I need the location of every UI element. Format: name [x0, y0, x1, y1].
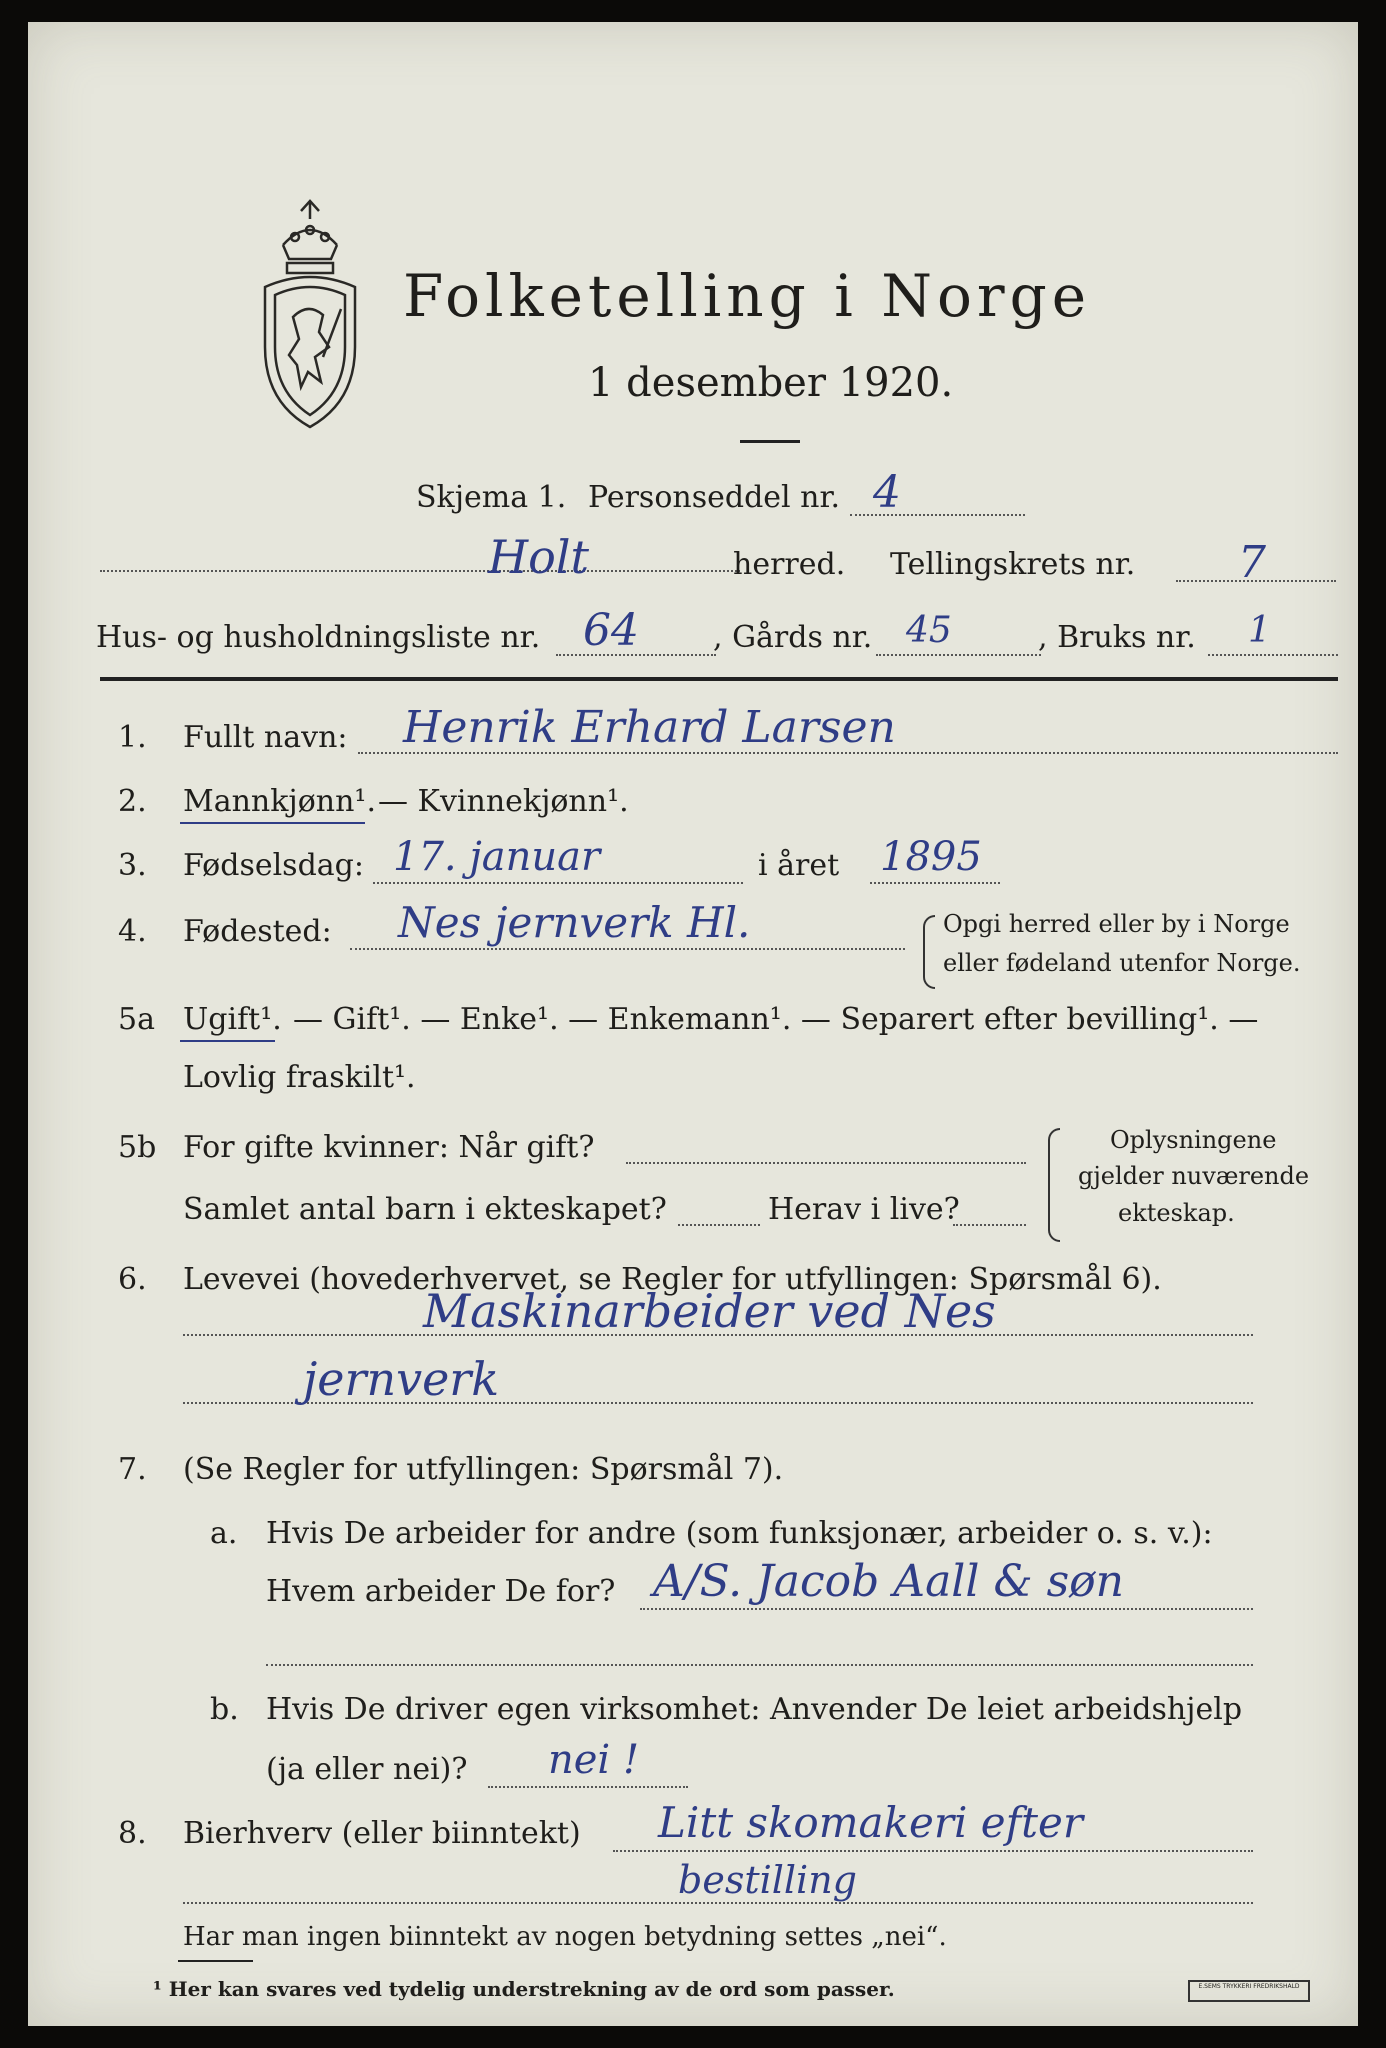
q1-number: 1. — [118, 720, 147, 755]
census-date: 1 desember 1920. — [588, 360, 954, 406]
footnote-rule — [178, 1960, 253, 1962]
q3-number: 3. — [118, 848, 147, 883]
husholdning-value: 64 — [583, 605, 639, 656]
personseddel-label: Personseddel nr. — [588, 480, 841, 515]
q8-number: 8. — [118, 1816, 147, 1851]
q5b-note-2: gjelder nuværende — [1078, 1162, 1310, 1190]
gards-label: , Gårds nr. — [713, 620, 873, 655]
bruks-value: 1 — [1248, 610, 1271, 651]
q7b-value: nei ! — [548, 1737, 640, 1783]
q5b-note-1: Oplysningene — [1110, 1126, 1277, 1154]
q7-number: 7. — [118, 1452, 147, 1487]
q5a-fraskilt: Lovlig fraskilt¹. — [183, 1060, 416, 1095]
q4-note-1: Opgi herred eller by i Norge — [943, 910, 1290, 938]
q7b-label-1: Hvis De driver egen virksomhet: Anvender De leiet arbeidshjelp — [266, 1692, 1243, 1727]
q5b-label-3: Herav i live? — [768, 1192, 960, 1227]
q2-male: Mannkjønn¹. — [183, 784, 376, 819]
q5b-brace — [1048, 1128, 1060, 1242]
q3-value: 17. januar — [393, 834, 601, 880]
q7b-line — [488, 1786, 688, 1788]
q7a-letter: a. — [210, 1516, 238, 1551]
q5b-number: 5b — [118, 1130, 157, 1165]
census-form — [28, 22, 1358, 2026]
header-rule — [100, 677, 1338, 681]
schema-label: Skjema 1. — [416, 480, 567, 515]
q7a-value: A/S. Jacob Aall & søn — [653, 1556, 1125, 1607]
q4-label: Fødested: — [183, 914, 332, 949]
printer-stamp: E.SEMS TRYKKERI FREDRIKSHALD — [1188, 1980, 1310, 2002]
q7a-line-1 — [640, 1608, 1253, 1610]
q5b-label-1: For gifte kvinner: Når gift? — [183, 1130, 595, 1165]
q7b-label-2: (ja eller nei)? — [266, 1752, 468, 1787]
personseddel-value: 4 — [873, 467, 901, 518]
q5a-ugift: Ugift¹. — [183, 1002, 282, 1037]
q4-brace — [923, 915, 935, 989]
q5a-ugift-underline — [180, 1040, 275, 1042]
q4-value: Nes jernverk Hl. — [398, 898, 751, 947]
q7b-letter: b. — [210, 1692, 239, 1727]
herred-value: Holt — [488, 530, 590, 584]
husholdning-label: Hus- og husholdningsliste nr. — [96, 620, 541, 655]
q8-value-2: bestilling — [678, 1858, 857, 1902]
herred-line — [100, 570, 740, 572]
bruks-label: , Bruks nr. — [1038, 620, 1196, 655]
q1-label: Fullt navn: — [183, 720, 348, 755]
q8-line-1 — [613, 1850, 1253, 1852]
tellingskrets-value: 7 — [1238, 537, 1266, 588]
q3-year-value: 1895 — [880, 834, 982, 880]
q2-male-underline — [180, 822, 365, 824]
q5b-line-3 — [953, 1224, 1026, 1226]
bruks-line — [1208, 654, 1338, 656]
q3-label: Fødselsdag: — [183, 848, 364, 883]
q4-note-2: eller fødeland utenfor Norge. — [943, 949, 1301, 977]
q8-label: Bierhverv (eller biinntekt) — [183, 1816, 581, 1851]
q5b-label-2: Samlet antal barn i ekteskapet? — [183, 1192, 667, 1227]
q6-value-1: Maskinarbeider ved Nes — [423, 1284, 996, 1338]
q4-line — [350, 948, 905, 950]
tellingskrets-label: Tellingskrets nr. — [890, 547, 1136, 582]
q1-value: Henrik Erhard Larsen — [403, 702, 896, 753]
herred-label: herred. — [733, 547, 846, 582]
q8-note: Har man ingen biinntekt av nogen betydning settes „nei“. — [183, 1922, 947, 1952]
q4-number: 4. — [118, 914, 147, 949]
q6-value-2: jernverk — [303, 1352, 500, 1406]
q3-line — [373, 882, 743, 884]
q8-line-2 — [183, 1902, 1253, 1904]
q5b-line-2 — [678, 1224, 760, 1226]
q2-number: 2. — [118, 784, 147, 819]
q3-year-line — [870, 882, 1000, 884]
q7-label: (Se Regler for utfyllingen: Spørsmål 7). — [183, 1452, 784, 1487]
q2-female: — Kvinnekjønn¹. — [378, 784, 629, 819]
footnote: ¹ Her kan svares ved tydelig understrekning av de ord som passer. — [153, 1977, 895, 2001]
coat-of-arms-icon — [253, 197, 368, 437]
gards-line — [876, 654, 1041, 656]
q8-value-1: Litt skomakeri efter — [658, 1798, 1083, 1847]
q5b-line-1 — [626, 1162, 1026, 1164]
q7a-label-2: Hvem arbeider De for? — [266, 1574, 616, 1609]
q6-number: 6. — [118, 1262, 147, 1297]
q6-label: Levevei (hovederhvervet, se Regler for utfyllingen: Spørsmål 6). — [183, 1262, 1162, 1297]
q3-year-label: i året — [758, 848, 840, 883]
q5a-number: 5a — [118, 1002, 155, 1037]
title-divider — [740, 440, 800, 443]
q5a-options: — Gift¹. — Enke¹. — Enkemann¹. — Separert efter bevilling¹. — — [293, 1002, 1259, 1037]
q5b-note-3: ekteskap. — [1118, 1199, 1235, 1227]
q7a-label-1: Hvis De arbeider for andre (som funksjonær, arbeider o. s. v.): — [266, 1516, 1213, 1551]
q7a-line-2 — [266, 1664, 1253, 1666]
gards-value: 45 — [906, 610, 952, 651]
page-title: Folketelling i Norge — [403, 262, 1092, 330]
